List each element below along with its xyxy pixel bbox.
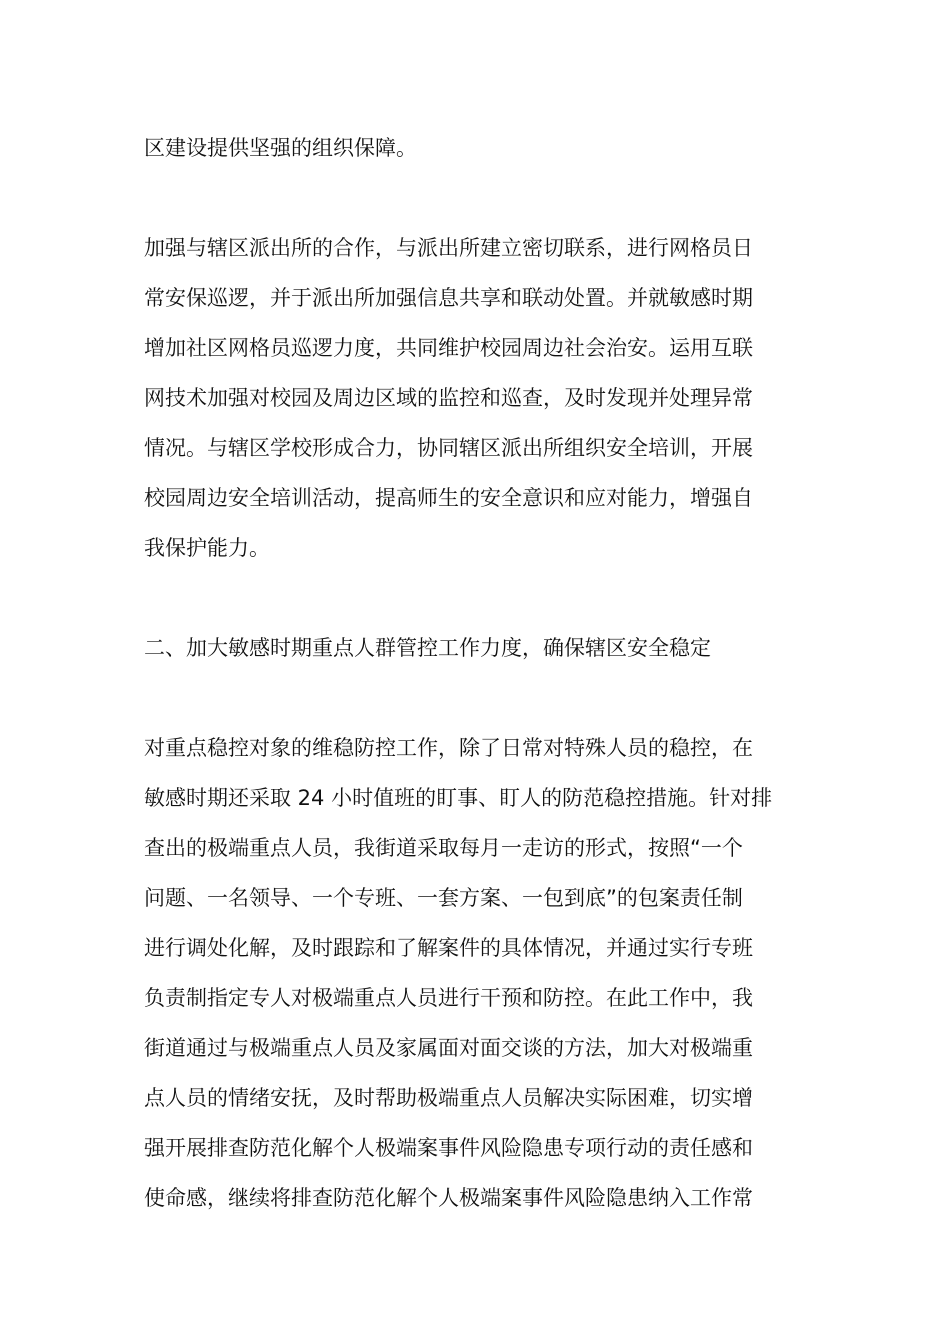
text-line: 点人员的情绪安抚，及时帮助极端重点人员解决实际困难，切实增 — [144, 1086, 753, 1110]
text-line: 负责制指定专人对极端重点人员进行干预和防控。在此工作中，我 — [144, 986, 753, 1010]
text-line: 加强与辖区派出所的合作，与派出所建立密切联系，进行网格员日 — [144, 236, 753, 260]
text-line: 强开展排查防范化解个人极端案事件风险隐患专项行动的责任感和 — [144, 1136, 753, 1160]
text-line: 增加社区网格员巡逻力度，共同维护校园周边社会治安。运用互联 — [144, 336, 753, 360]
text-line: 校园周边安全培训活动，提高师生的安全意识和应对能力，增强自 — [144, 486, 753, 510]
text-line: 区建设提供坚强的组织保障。 — [144, 136, 417, 160]
paragraph-police-cooperation — [144, 223, 824, 573]
text-line: 情况。与辖区学校形成合力，协同辖区派出所组织安全培训，开展 — [144, 436, 753, 460]
text-line: 我保护能力。 — [144, 536, 270, 560]
heading-line: 二、加大敏感时期重点人群管控工作力度，确保辖区安全稳定 — [144, 636, 711, 660]
text-line: 问题、一名领导、一个专班、一套方案、一包到底”的包案责任制 — [144, 886, 743, 910]
text-line: 网技术加强对校园及周边区域的监控和巡查，及时发现并处理异常 — [144, 386, 753, 410]
text-line: 查出的极端重点人员，我街道采取每月一走访的形式，按照“一个 — [144, 836, 743, 860]
text-line: 进行调处化解，及时跟踪和了解案件的具体情况，并通过实行专班 — [144, 936, 753, 960]
section-heading — [144, 623, 824, 673]
text-line: 常安保巡逻，并于派出所加强信息共享和联动处置。并就敏感时期 — [144, 286, 753, 310]
paragraph-key-personnel-control — [144, 723, 824, 1223]
paragraph-organizational-guarantee — [144, 123, 824, 173]
text-line: 对重点稳控对象的维稳防控工作，除了日常对特殊人员的稳控，在 — [144, 736, 753, 760]
text-line: 敏感时期还采取 24 小时值班的盯事、盯人的防范稳控措施。针对排 — [144, 786, 773, 810]
text-line: 街道通过与极端重点人员及家属面对面交谈的方法，加大对极端重 — [144, 1036, 753, 1060]
text-line: 使命感，继续将排查防范化解个人极端案事件风险隐患纳入工作常 — [144, 1186, 753, 1210]
